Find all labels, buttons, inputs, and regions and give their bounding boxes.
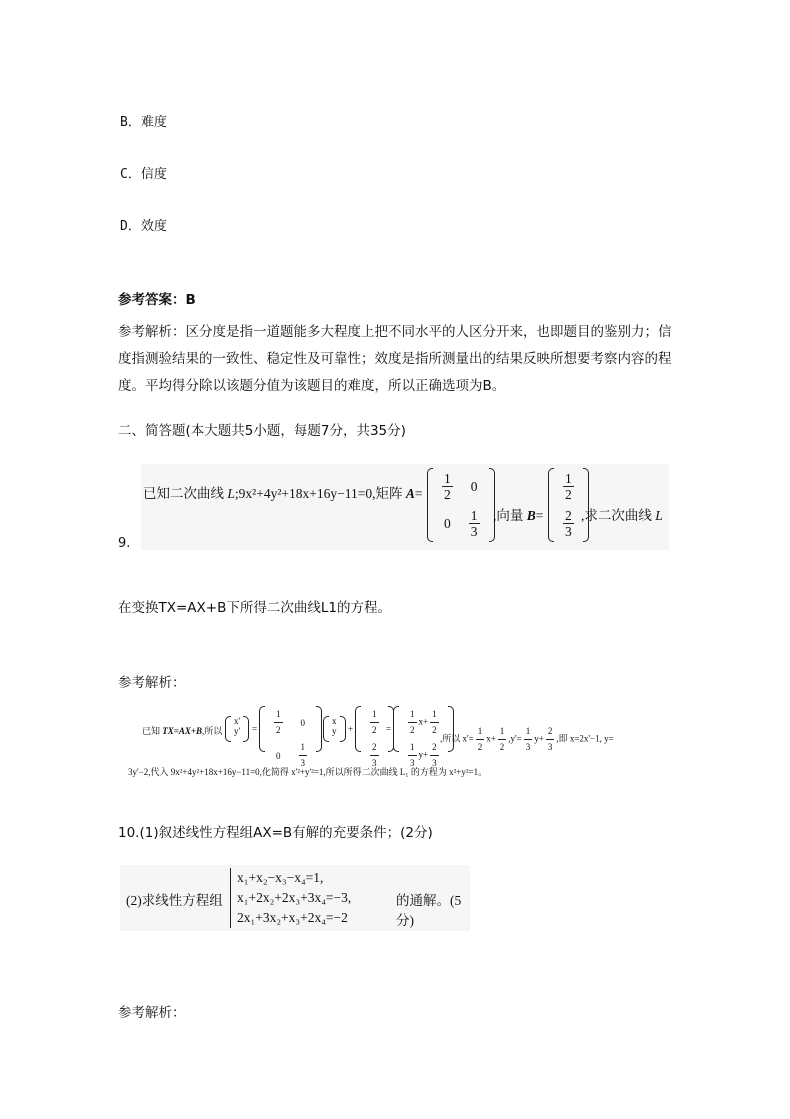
q9-equation: 9x²+4y²+18x+16y−11=0,矩阵 [238, 486, 403, 501]
q10-equation-1: x₁+x₂−x₃−x₄=1, [237, 870, 324, 885]
q9-solution-image: 已知 TX=AX+B,所以 x' y' = $\frac{1}{2}$ 0 0 $\frac{1}{3}$ x y + $\frac{1}{2}$ $\frac{2}{3}$ = $\frac{1}{2}$ x+ $\frac{1}{2}$ $\frac{1}{3}$ y+ $\frac{2}{3}$ ,所以 x'= $\frac{1}{2}$ x+ $\frac{1}{2}$ ,y'= $\frac{1}{3}$ y+ $\frac{2}{3}$ ,即 x=2x'−1, y= 3y'−2,代入 9x²+4y²+18x+16y−11=0,化简得 x'²+y'²=1,所以所得二次曲线 L₁ 的方程为 x²+y²=1。 [128, 704, 670, 782]
q9-curve-L-end: L [655, 508, 663, 523]
q10-equation-3: 2x₁+3x₂+x₃+2x₄=−2 [237, 910, 348, 925]
q10-reference-label: 参考解析： [118, 1005, 186, 1021]
q9-vector-label: ,向量 [493, 508, 524, 523]
q10-equation-system [230, 868, 351, 928]
option-d: D．效度 [120, 219, 167, 234]
q10-image-suffix: 的通解。(5分) [396, 893, 462, 928]
q9-solution-line-2: 3y'−2,代入 9x²+4y²+18x+16y−11=0,化简得 x'²+y'²=1,所以所得二次曲线 L₁ 的方程为 x²+y²=1。 [128, 767, 488, 777]
q9-matrix-A-label: A [405, 486, 415, 501]
question-10-image [120, 865, 470, 931]
option-c: C．信度 [120, 167, 167, 182]
q9-curve-L: L [227, 486, 235, 501]
option-b: B．难度 [120, 115, 167, 130]
q9-suffix: ,求二次曲线 [581, 508, 652, 523]
question-9-continuation: 在变换TX=AX+B下所得二次曲线L1的方程。 [118, 600, 391, 616]
section-title: 二、简答题(本大题共5小题，每题7分，共35分) [118, 423, 406, 439]
question-number-9: 9. [118, 536, 131, 551]
q9-matrix-A: $\frac{1}{2}$ 0 0 $\frac{1}{3}$ [427, 468, 495, 542]
q10-image-label: (2)求线性方程组 [126, 893, 223, 908]
q9-vector-B: $\frac{1}{2}$ $\frac{2}{3}$ [548, 468, 589, 542]
question-10-text: 10.(1)叙述线性方程组AX=B有解的充要条件；(2分) [118, 825, 433, 841]
reference-answer: 参考答案：B [118, 292, 196, 308]
q9-prefix: 已知二次曲线 [143, 486, 224, 501]
q10-equation-2: x₁+2x₂+2x₃+3x₄=−3, [237, 890, 352, 905]
q9-vector-B-label: B [526, 508, 536, 523]
question-9-image: 已知二次曲线 L;9x²+4y²+18x+16y−11=0,矩阵 A= $\frac{1}{2}$ 0 0 $\frac{1}{3}$ ,向量 B= $\frac{1}{2}$ $\frac{2}{3}$ ,求二次曲线 L [141, 464, 669, 550]
q9-reference-label: 参考解析： [118, 675, 186, 691]
explanation-text: 参考解析：区分度是指一道题能多大程度上把不同水平的人区分开来，也即题目的鉴别力；信度指测验结果的一致性、稳定性及可靠性；效度是指所测量出的结果反映所想要考察内容的程度。平均得分除以该题分值为该题目的难度，所以正确选项为B。 [118, 324, 672, 394]
